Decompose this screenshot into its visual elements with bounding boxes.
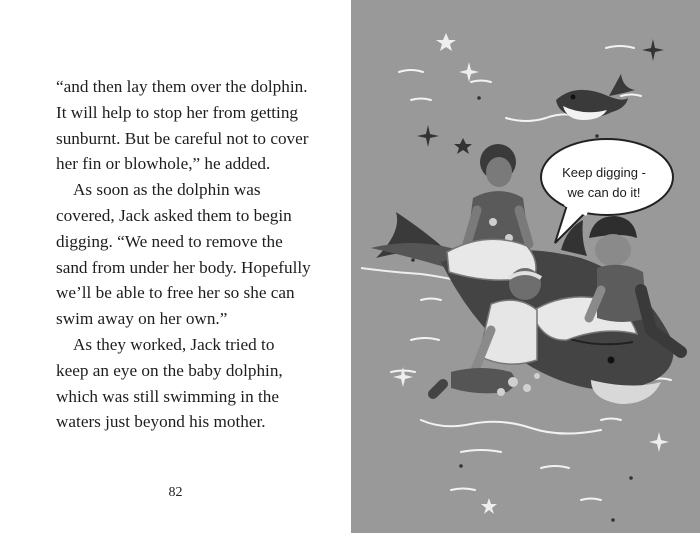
illustration-page	[351, 0, 700, 533]
page-number: 82	[168, 485, 183, 500]
beach-rescue-illustration	[351, 0, 700, 533]
story-text	[56, 74, 336, 435]
paragraph-1: “and then lay them over the dolphin. It will help to stop her from getting sunburnt. But be careful not to cover her fin or blowhole,” he added.	[56, 77, 309, 174]
paragraph-3: As they worked, Jack tried to keep an eye on the baby dolphin, which was still swimming in the waters just beyond his mother.	[56, 334, 283, 432]
paragraph-2: As soon as the dolphin was covered, Jack asked them to begin digging. “We need to remove the sand from under her body. Hopefully we’ll be able to free her so she can swim away on her own.”	[56, 180, 311, 329]
speech-bubble-text: Keep digging - we can do it!	[562, 165, 646, 200]
